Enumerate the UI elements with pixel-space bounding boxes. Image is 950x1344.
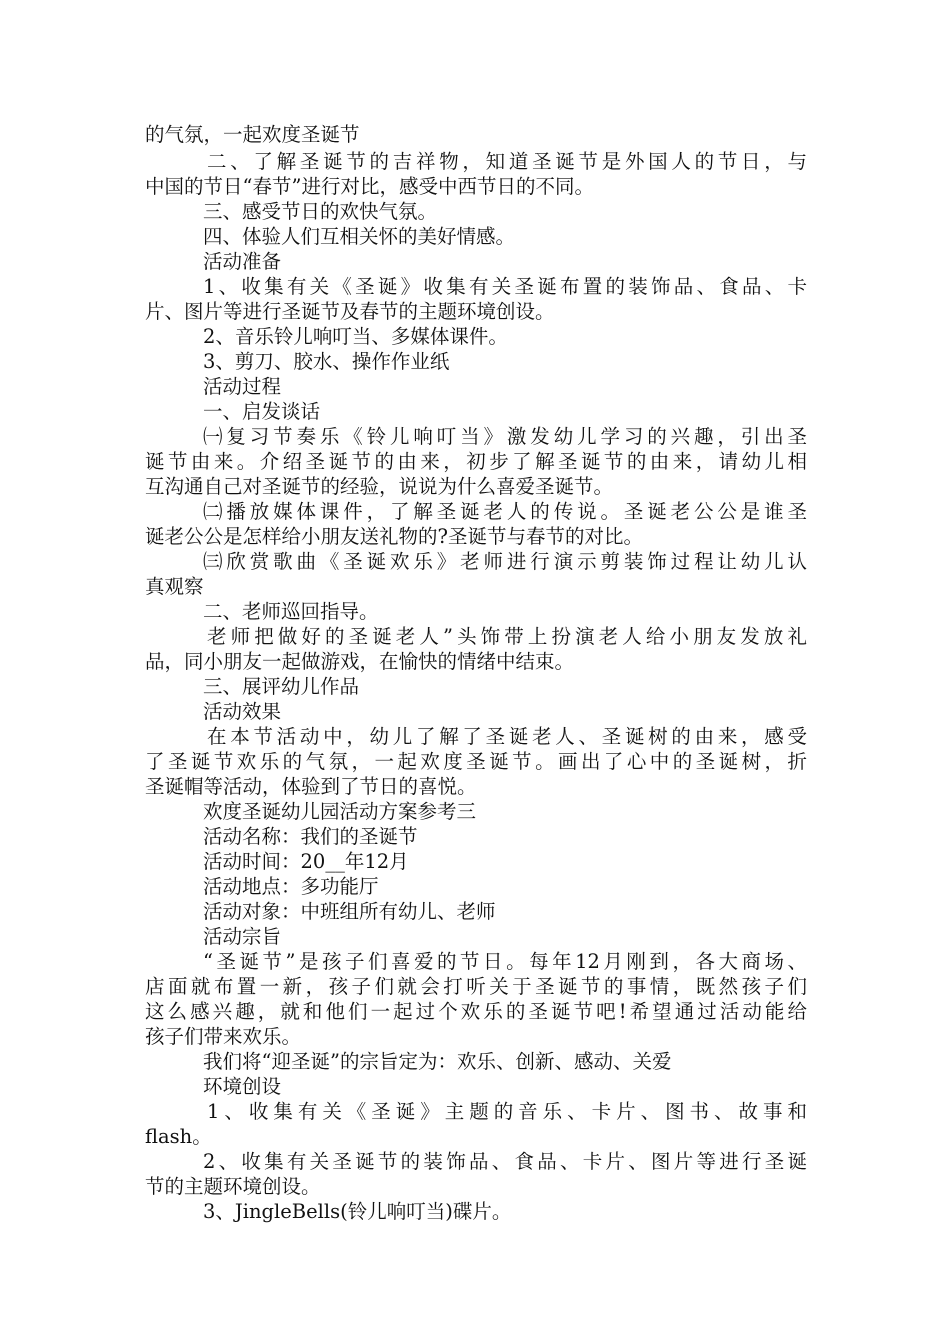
text-line: 环境创设 xyxy=(203,1075,282,1098)
text-line: 圣诞帽等活动，体验到了节日的喜悦。 xyxy=(145,775,477,798)
text-line: 这么感兴趣，就和他们一起过个欢乐的圣诞节吧!希望通过活动能给 xyxy=(145,1000,807,1023)
text-line: 活动地点：多功能厅 xyxy=(203,875,379,898)
text-line: flash。 xyxy=(145,1125,212,1148)
text-line: ㈡播放媒体课件，了解圣诞老人的传说。圣诞老公公是谁圣 xyxy=(203,500,807,523)
text-line: ㈠复习节奏乐《铃儿响叮当》激发幼儿学习的兴趣，引出圣 xyxy=(203,425,807,448)
text-line: 诞节由来。介绍圣诞节的由来，初步了解圣诞节的由来，请幼儿相 xyxy=(145,450,807,473)
text-line: 活动对象：中班组所有幼儿、老师 xyxy=(203,900,496,923)
text-line: 片、图片等进行圣诞节及春节的主题环境创设。 xyxy=(145,300,555,323)
text-line: 三、感受节日的欢快气氛。 xyxy=(203,200,438,223)
text-line: ㈢欣赏歌曲《圣诞欢乐》老师进行演示剪装饰过程让幼儿认 xyxy=(203,550,807,573)
text-line: 诞老公公是怎样给小朋友送礼物的?圣诞节与春节的对比。 xyxy=(145,525,643,548)
text-line: 活动宗旨 xyxy=(203,925,282,948)
text-line: 2、音乐铃儿响叮当、多媒体课件。 xyxy=(203,325,508,348)
text-line: 在本节活动中，幼儿了解了圣诞老人、圣诞树的由来，感受 xyxy=(207,725,807,748)
text-line: 我们将“迎圣诞”的宗旨定为：欢乐、创新、感动、关爱 xyxy=(203,1050,672,1073)
text-line: 3、剪刀、胶水、操作作业纸 xyxy=(203,350,450,373)
text-line: 2、收集有关圣诞节的装饰品、食品、卡片、图片等进行圣诞 xyxy=(203,1150,807,1173)
text-line: 四、体验人们互相关怀的美好情感。 xyxy=(203,225,516,248)
text-line: 的气氛，一起欢度圣诞节 xyxy=(145,123,360,146)
text-line: 店面就布置一新，孩子们就会打听关于圣诞节的事情，既然孩子们 xyxy=(145,975,807,998)
text-line: 活动过程 xyxy=(203,375,282,398)
text-line: 中国的节日“春节”进行对比，感受中西节日的不同。 xyxy=(145,175,594,198)
text-line: 活动时间：20__年12月 xyxy=(203,850,409,873)
text-line: 三、展评幼儿作品 xyxy=(203,675,360,698)
text-line: 1、收集有关《圣诞》主题的音乐、卡片、图书、故事和 xyxy=(207,1100,807,1123)
text-line: 品，同小朋友一起做游戏，在愉快的情绪中结束。 xyxy=(145,650,575,673)
text-line: 1、收集有关《圣诞》收集有关圣诞布置的装饰品、食品、卡 xyxy=(203,275,807,298)
text-line: 二、老师巡回指导。 xyxy=(203,600,379,623)
text-line: 活动准备 xyxy=(203,250,282,273)
text-line: 互沟通自己对圣诞节的经验，说说为什么喜爱圣诞节。 xyxy=(145,475,614,498)
text-line: 老师把做好的圣诞老人”头饰带上扮演老人给小朋友发放礼 xyxy=(207,625,807,648)
text-line: 3、JingleBells(铃儿响叮当)碟片。 xyxy=(203,1200,512,1223)
text-line: 孩子们带来欢乐。 xyxy=(145,1025,302,1048)
text-line: 活动效果 xyxy=(203,700,282,723)
text-line: 节的主题环境创设。 xyxy=(145,1175,321,1198)
text-line: 二、了解圣诞节的吉祥物，知道圣诞节是外国人的节日，与 xyxy=(207,150,807,173)
text-line: 活动名称：我们的圣诞节 xyxy=(203,825,418,848)
text-line: 了圣诞节欢乐的气氛，一起欢度圣诞节。画出了心中的圣诞树，折 xyxy=(145,750,807,773)
text-line: 欢度圣诞幼儿园活动方案参考三 xyxy=(203,800,477,823)
text-line: 真观察 xyxy=(145,575,204,598)
text-line: 一、启发谈话 xyxy=(203,400,321,423)
text-line: “圣诞节”是孩子们喜爱的节日。每年12月刚到，各大商场、 xyxy=(203,950,807,973)
